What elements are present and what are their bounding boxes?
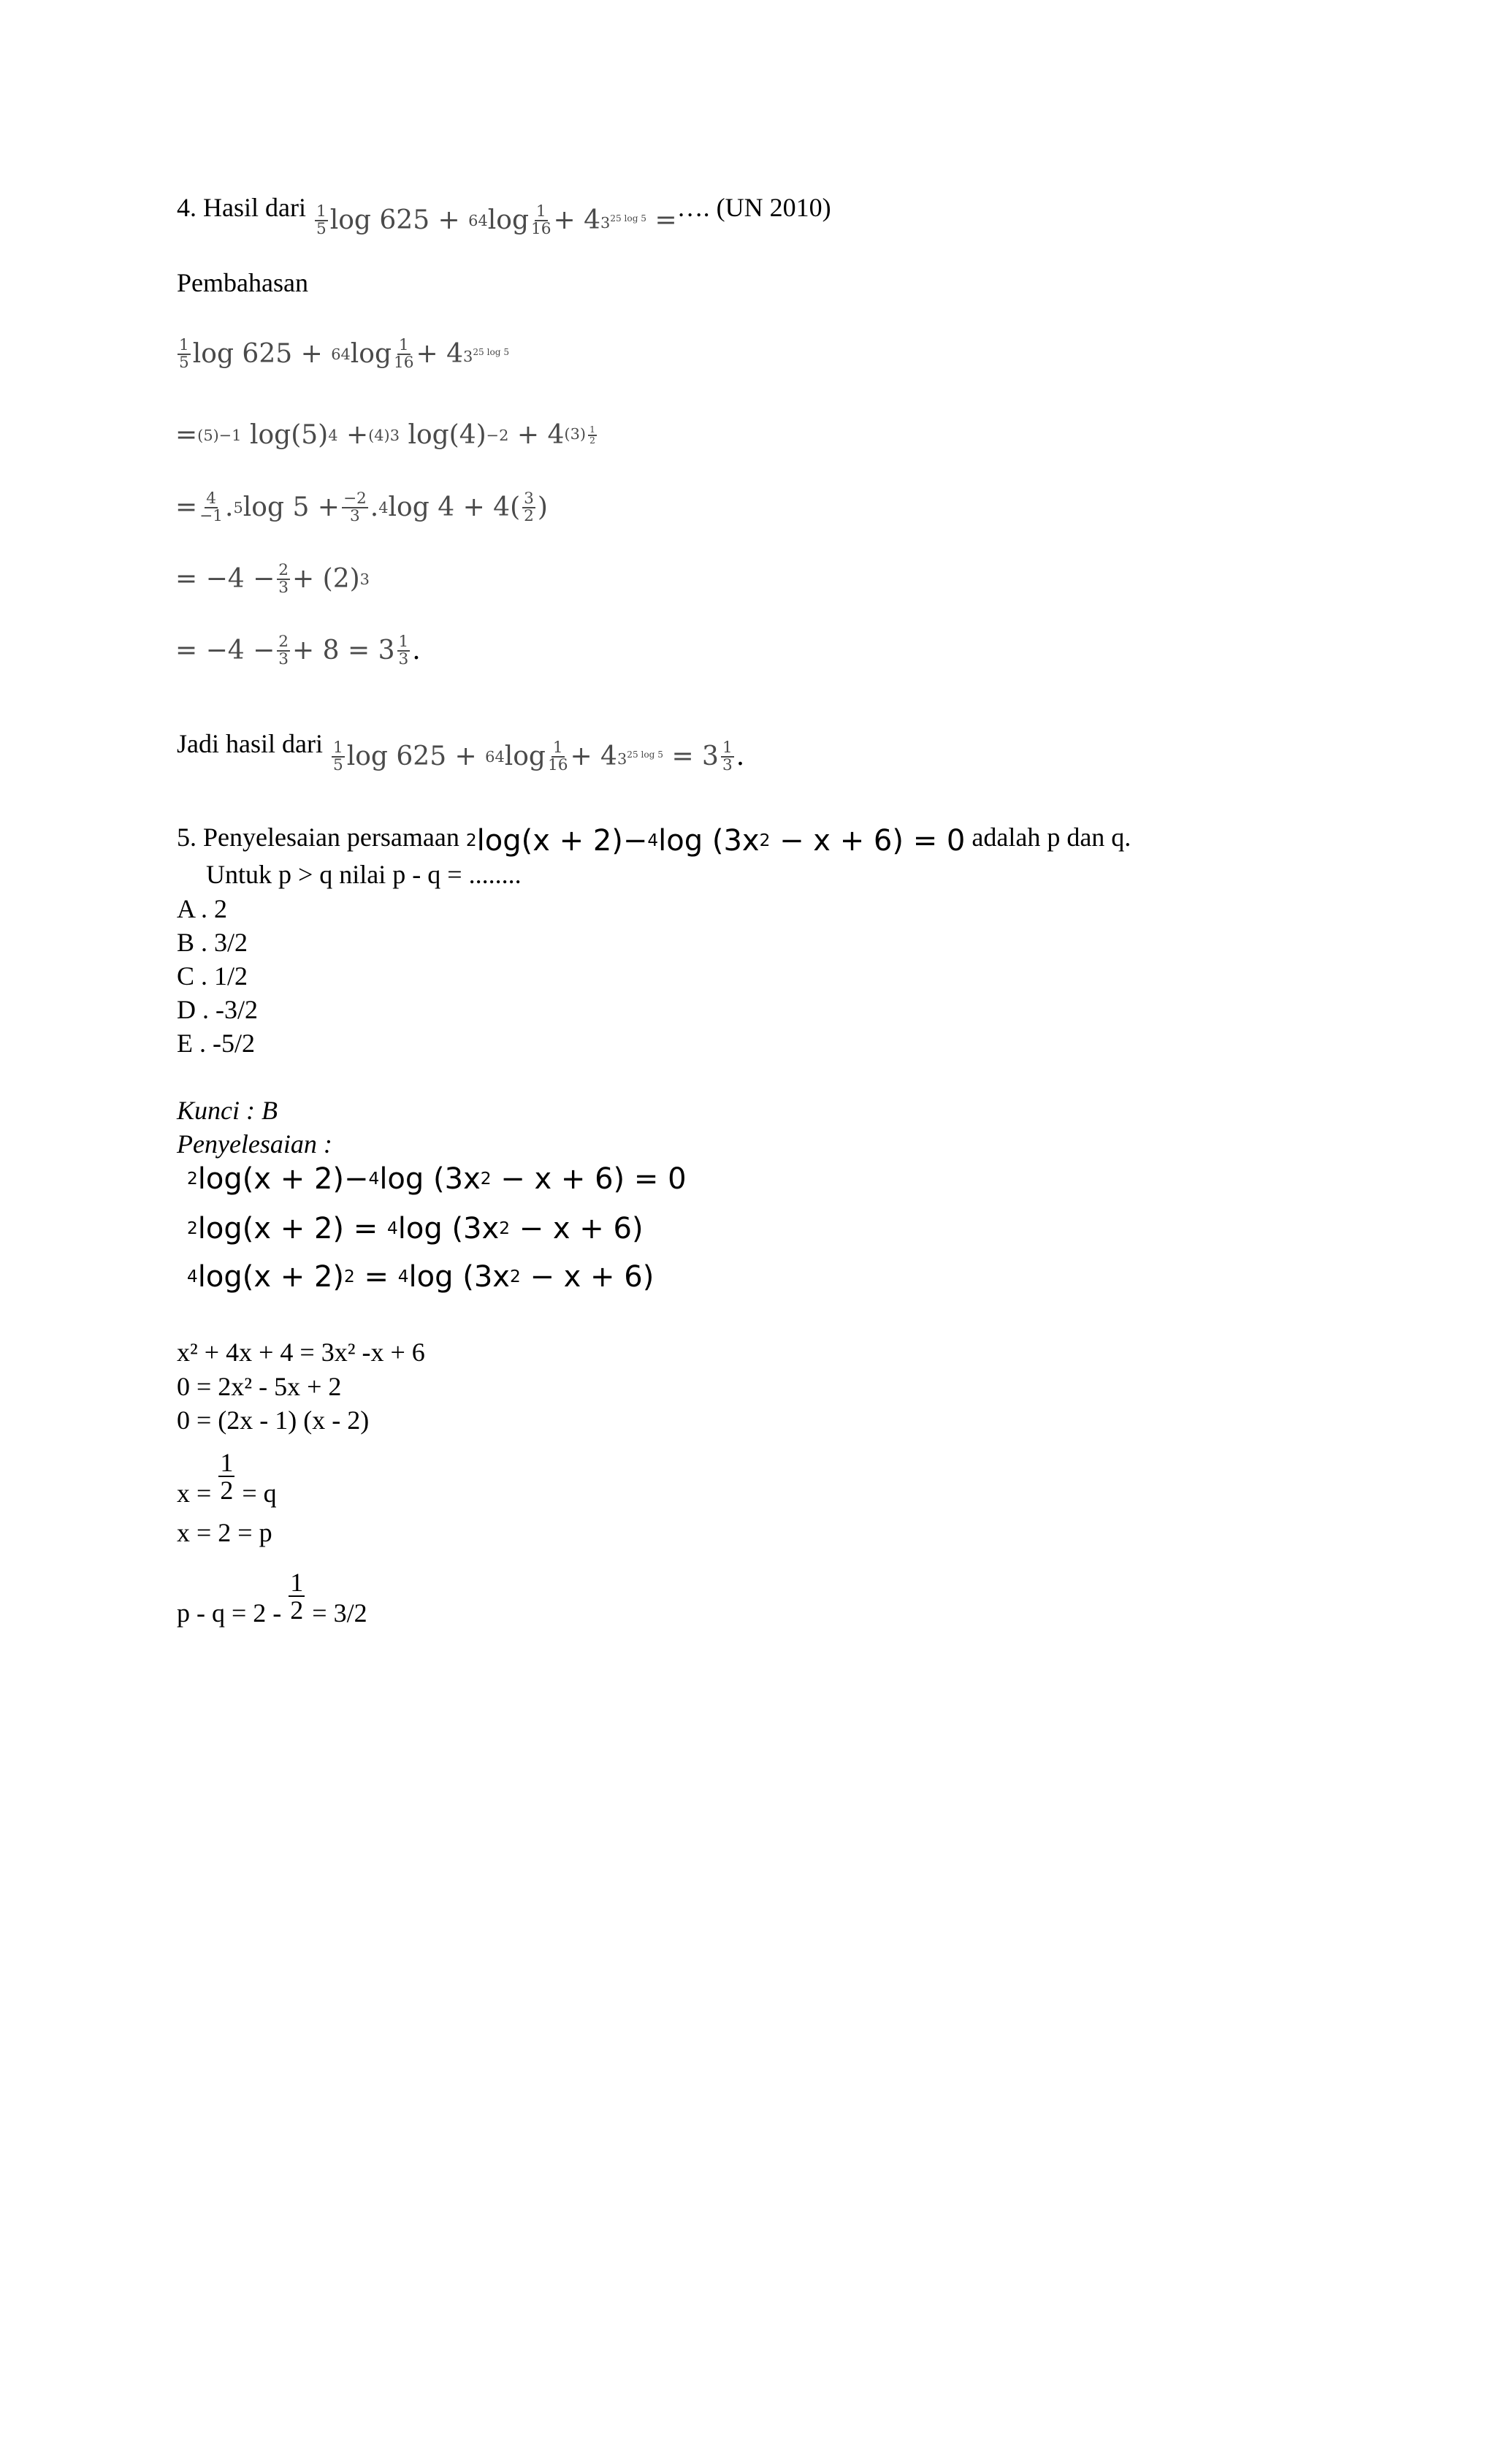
q5-prefix: 5. Penyelesaian persamaan <box>177 823 459 852</box>
p-minus-q: p - q = 2 - $\frac{1}{2}$ = 3/2 <box>177 1568 367 1628</box>
q5-line2: Untuk p > q nilai p - q = ........ <box>206 860 522 889</box>
kunci: Kunci : B <box>177 1096 278 1125</box>
step-1: $\frac{1}{5}$ log 625 + 64 log $\frac{1}{16}$ + 4 $3^{25 log 5}$ <box>179 336 510 372</box>
x-equals-p: x = 2 = p <box>177 1518 272 1547</box>
q4-line <box>177 191 831 237</box>
work-line-2: 0 = 2x² - 5x + 2 <box>177 1372 342 1401</box>
q5-equation: 2 log (x + 2)− 4 log (3x 2 − x + 6) = 0 <box>465 824 966 858</box>
step-2: = (5)−1 log(5) 4 + (4)3 log(4) −2 + 4 (3) $\frac{1}{2}$ <box>175 420 595 450</box>
option-b: B . 3/2 <box>177 928 248 957</box>
q4-prefix: 4. Hasil dari <box>177 193 306 222</box>
penyelesaian-heading: Penyelesaian : <box>177 1129 332 1159</box>
option-c: C . 1/2 <box>177 961 248 991</box>
q5-line <box>177 821 1131 857</box>
pembahasan-heading: Pembahasan <box>177 268 308 297</box>
q5-suffix: adalah p dan q. <box>972 823 1131 852</box>
q4-expression: $\frac{1}{5}$ log 625 + 64 log $\frac{1}{16}$ + 4 $3^{25 log 5}$ = <box>316 202 677 238</box>
jadi-prefix: Jadi hasil dari <box>177 729 323 758</box>
option-d: D . -3/2 <box>177 995 258 1024</box>
x-equals-q: x = $\frac{1}{2}$ = q <box>177 1448 277 1508</box>
work-line-1: x² + 4x + 4 = 3x² -x + 6 <box>177 1338 425 1367</box>
jadi-line <box>177 728 744 773</box>
jadi-expression: $\frac{1}{5}$ log 625 + 64 log $\frac{1}{16}$ + 4 $3^{25 log 5}$ = 3 $\frac{1}{3}$ . <box>332 739 745 774</box>
eq-line-1: 2 log (x + 2)− 4 log (3x 2 − x + 6) = 0 <box>187 1162 687 1196</box>
step-5: = −4 − $\frac{2}{3}$ + 8 = 3 $\frac{1}{3}$ . <box>175 633 421 668</box>
step-3: = $\frac{4}{-1}$ . 5 log 5 + $\frac{-2}{3}$ . 4 log 4 + 4 ( $\frac{3}{2}$ ) <box>175 489 548 525</box>
option-a: A . 2 <box>177 894 228 923</box>
work-line-3: 0 = (2x - 1) (x - 2) <box>177 1405 370 1435</box>
eq-line-3: 4 log (x + 2) 2 = 4 log (3x 2 − x + 6) <box>187 1260 654 1294</box>
option-e: E . -5/2 <box>177 1029 255 1058</box>
q4-suffix: …. (UN 2010) <box>676 193 831 222</box>
eq-line-2: 2 log (x + 2) = 4 log (3x 2 − x + 6) <box>187 1212 644 1246</box>
step-4: = −4 − $\frac{2}{3}$ + (2) 3 <box>175 561 370 597</box>
